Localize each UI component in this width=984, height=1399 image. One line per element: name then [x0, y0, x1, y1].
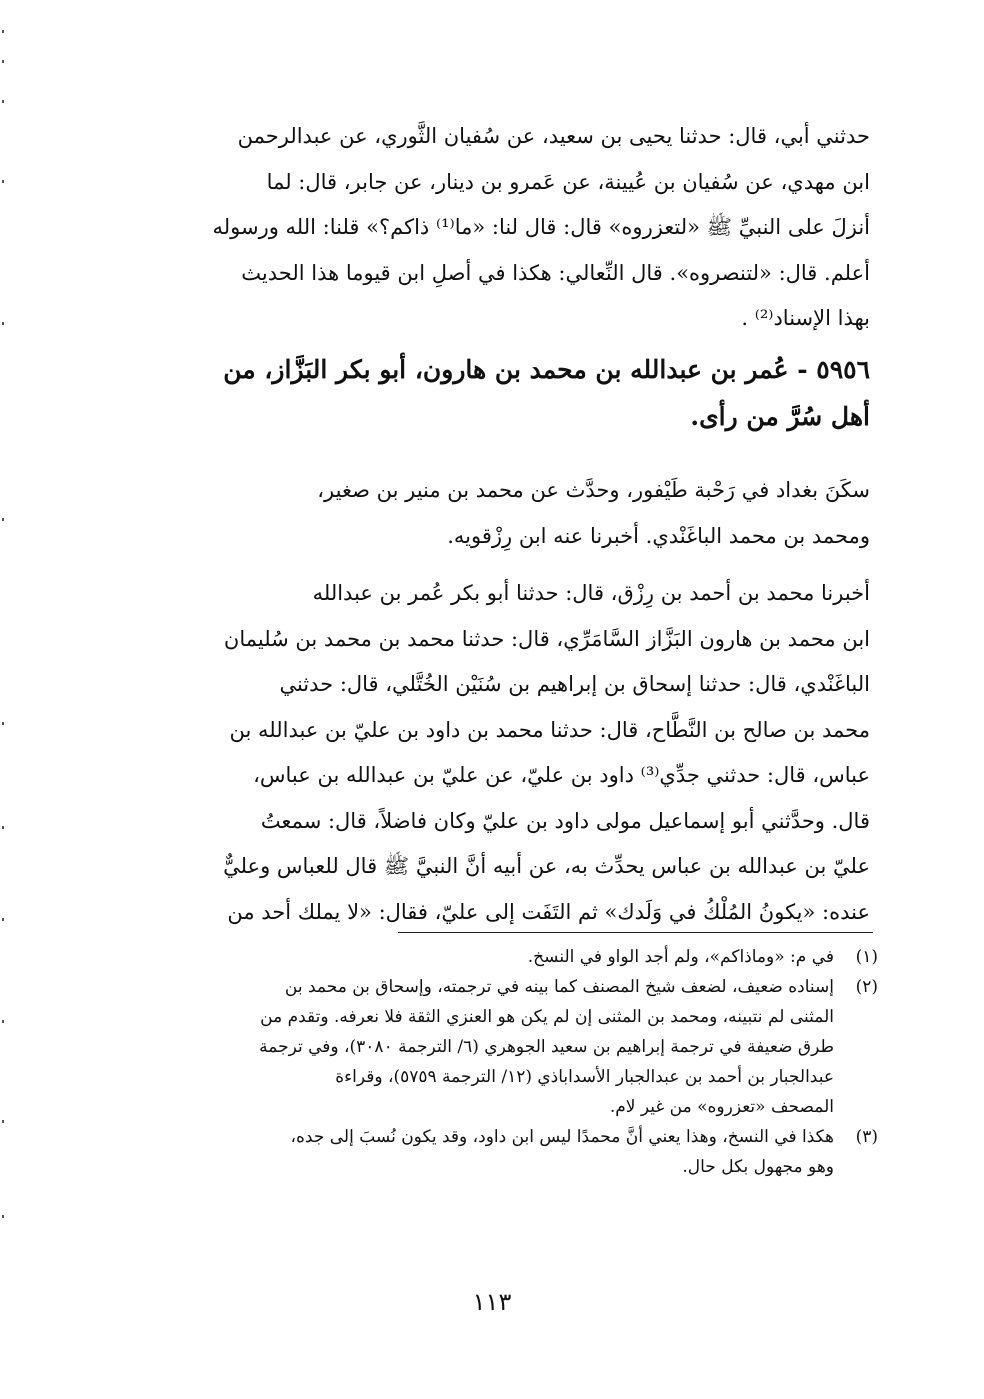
footnote-2: [158, 972, 878, 1122]
scan-mark: [2, 1120, 4, 1123]
scan-mark: [2, 1020, 4, 1023]
paragraph-biography: [158, 468, 870, 559]
entry-heading: [158, 346, 870, 440]
footnote-line: المثنى لم نتبينه، ومحمد بن المثنى إن لم يكن هو العنزي الثقة فلا نعرفه. وتقدم من: [260, 1007, 834, 1027]
paragraph-narration: [158, 571, 870, 935]
text-line: عنده: «يكونُ المُلْكُ في وَلَدك» ثم التَفَت إلى عليّ، فقال: «لا يملك أحد من: [227, 899, 870, 924]
text-line: الباغَنْدي، قال: حدثنا إسحاق بن إبراهيم بن سُنَيْن الخُتَّلي، قال: حدثني: [279, 672, 870, 696]
scan-mark: [2, 30, 4, 33]
scan-mark: [2, 826, 4, 829]
text-line: محمد بن صالح بن النَّطَّاح، قال: حدثنا محمد بن داود بن عليّ بن عبدالله بن: [229, 717, 870, 742]
footnote-line: وهو مجهول بكل حال.: [682, 1157, 834, 1177]
heading-line: أهل سُرَّ من رأى.: [690, 402, 870, 431]
footnote-line: في م: «وماذاكم»، ولم أجد الواو في النسخ.: [527, 947, 834, 967]
footnote-line: طرق ضعيفة في ترجمة إبراهيم بن سعيد الجوهري (٦/ الترجمة ٣٠٨٠)، وفي ترجمة: [259, 1037, 834, 1057]
text-line: سكَنَ بغداد في رَحْبة طَيْفور، وحدَّث عن محمد بن منير بن صغير،: [317, 478, 870, 502]
text-line: عباس، قال: حدثني جدِّي⁽³⁾ داود بن عليّ، عن عليّ بن عبدالله بن عباس،: [253, 763, 870, 787]
scan-mark: [2, 518, 4, 521]
footnote-line: إسناده ضعيف، لضعف شيخ المصنف كما بينه في ترجمته، وإسحاق بن محمد بن: [284, 977, 834, 997]
scan-mark: [2, 918, 4, 921]
scan-mark: [2, 722, 4, 725]
text-line: أعلم. قال: «لتنصروه». قال النِّعالي: هكذا في أصلِ ابن قيوما هذا الحديث: [241, 260, 870, 285]
footnote-line: هكذا في النسخ، وهذا يعني أنَّ محمدًا ليس ابن داود، وقد يكون نُسبَ إلى جده،: [290, 1127, 834, 1147]
heading-line: ٥٩٥٦ - عُمر بن عبدالله بن محمد بن هارون، أبو بكر البَزَّاز، من: [223, 355, 870, 384]
text-line: ابن مهدي، عن سُفيان بن عُيينة، عن عَمرو بن دينار، عن جابر، قال: لما: [266, 169, 870, 194]
footnote-1: [158, 942, 878, 972]
page-number: ١١٣: [472, 1288, 512, 1316]
footnote-number: (٢): [855, 977, 878, 997]
footnote-line: المصحف «تعزروه» من غير لام.: [609, 1097, 834, 1117]
text-line: ومحمد بن محمد الباغَنْدي. أخبرنا عنه ابن رِزْقويه.: [447, 523, 870, 548]
footnote-number: (٣): [855, 1127, 878, 1147]
footnote-number: (١): [855, 947, 878, 967]
paragraph-continuation: [158, 114, 870, 342]
scan-mark: [2, 60, 4, 63]
text-line: بهذا الإسناد⁽²⁾ .: [741, 306, 870, 330]
footnote-3: [158, 1122, 878, 1182]
text-line: أنزلَ على النبيِّ ﷺ «لتعزروه» قال: قال لنا: «ما⁽¹⁾ ذاكم؟» قلنا: الله ورسوله: [212, 215, 870, 239]
footnotes: [158, 942, 878, 1182]
scan-mark: [2, 322, 4, 325]
text-line: حدثني أبي، قال: حدثنا يحيى بن سعيد، عن سُفيان الثَّوري، عن عبدالرحمن: [237, 124, 870, 148]
text-line: قال. وحدَّثني أبو إسماعيل مولى داود بن عليّ وكان فاضلاً، قال: سمعتُ: [260, 808, 870, 833]
scan-mark: [2, 100, 4, 103]
scan-mark: [2, 180, 4, 183]
text-line: أخبرنا محمد بن أحمد بن رِزْق، قال: حدثنا أبو بكر عُمر بن عبدالله: [312, 581, 870, 605]
text-line: ابن محمد بن هارون البَزَّاز السَّامَرِّي، قال: حدثنا محمد بن محمد بن سُليمان: [223, 626, 870, 651]
scan-mark: [2, 1215, 4, 1218]
footnote-divider: [398, 932, 873, 933]
text-line: عليّ بن عبدالله بن عباس يحدِّث به، عن أبيه أنَّ النبيَّ ﷺ قال للعباس وعليٌّ: [223, 854, 870, 878]
footnote-line: عبدالجبار بن أحمد بن عبدالجبار الأسداباذي (١٢/ الترجمة ٥٧٥٩)، وقراءة: [335, 1067, 834, 1087]
